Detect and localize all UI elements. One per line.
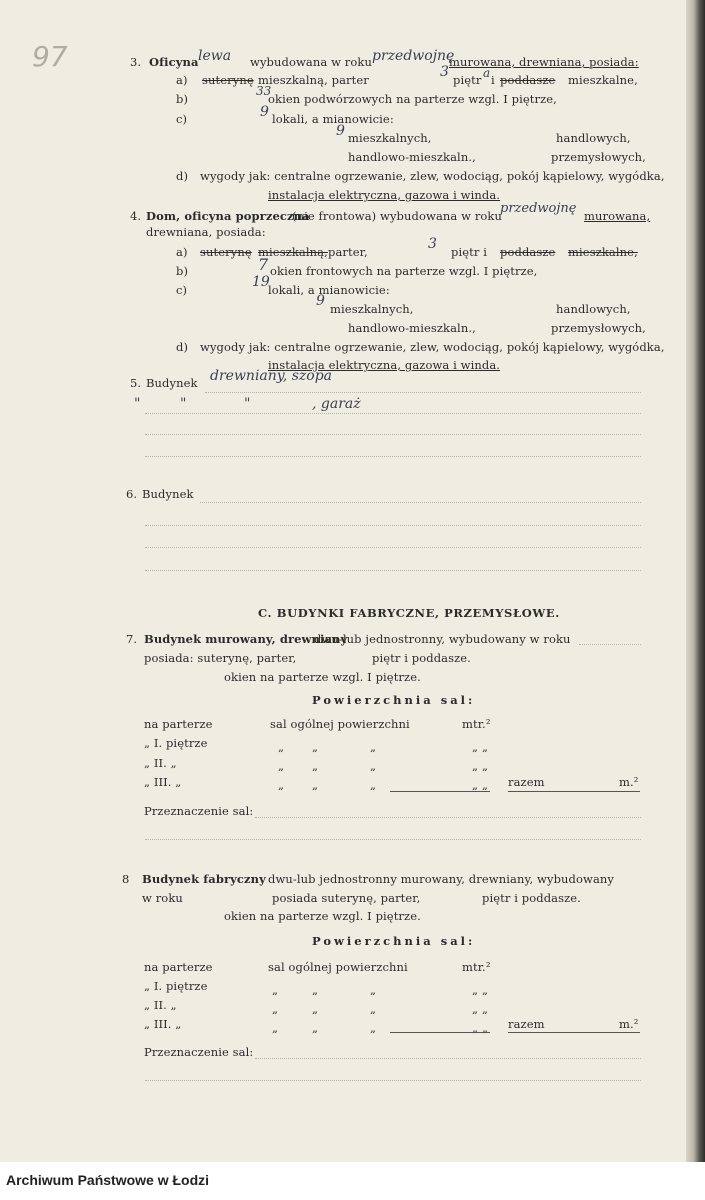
s7-ditto: „ (472, 759, 479, 773)
s8-ditto: „ (312, 1002, 319, 1016)
s3-text-material: murowana, drewniana, posiada: (449, 55, 639, 69)
s4-b-label: b) (176, 264, 189, 278)
s3-c-hw: 9 (260, 104, 269, 120)
s3-c-hw2: 9 (336, 123, 345, 139)
s5-ditto-3: " (244, 396, 251, 412)
s7-ditto: „ (312, 778, 319, 792)
s6-title: Budynek (142, 487, 194, 501)
section-c-heading: C. BUDYNKI FABRYCZNE, PRZEMYSŁOWE. (258, 606, 560, 620)
s7-ditto: „ (278, 759, 285, 773)
s8-purpose: Przeznaczenie sal: (144, 1045, 254, 1059)
s7-col-area: sal ogólnej powierzchni (270, 717, 410, 731)
s5-line-1 (205, 392, 641, 393)
s6-line-4 (145, 570, 641, 571)
s8-total-line (508, 1032, 640, 1033)
s3-a-floor-suffix-hw: a (483, 66, 491, 80)
s6-line-3 (145, 547, 641, 548)
s4-handwritten-year: przedwojnę (500, 201, 577, 216)
s8-ditto: „ (370, 983, 377, 997)
s3-a-residential2: mieszkalne, (568, 73, 638, 87)
s8-area-heading: Powierzchnia sal: (312, 934, 476, 948)
s8-ditto: „ (370, 1021, 377, 1035)
s7-sum-line (390, 791, 490, 792)
s4-a-attic: poddasze (500, 245, 556, 259)
s3-c-label: c) (176, 112, 188, 126)
s7-total-unit: m.² (619, 775, 639, 789)
s3-a-floors-hw: 3 (440, 64, 449, 80)
s5-ditto-2: " (180, 396, 187, 412)
page-edge (686, 0, 705, 1162)
s8-row-ground: na parterze (144, 960, 213, 974)
s8-ditto: „ (312, 983, 319, 997)
s3-title: Oficyna (149, 55, 199, 69)
s7-purpose: Przeznaczenie sal: (144, 804, 254, 818)
s5-handwritten-2: , garaż (312, 396, 361, 412)
s7-ditto: „ (472, 740, 479, 754)
s8-text-2: w roku (142, 891, 183, 905)
s3-c-residential: mieszkalnych, (348, 131, 432, 145)
s6-line-2 (145, 525, 641, 526)
s3-d-amenities2: instalacja elektryczna, gazowa i winda. (268, 188, 501, 202)
s7-ditto: „ (278, 740, 285, 754)
s4-c-commercial: handlowych, (556, 302, 631, 316)
s3-a-basement: suterynę (202, 73, 254, 87)
s4-c-text: lokali, a mianowicie: (268, 283, 390, 297)
s4-a-floors-hw: 3 (428, 236, 437, 252)
s3-b-text: okien podwórzowych na parterze wzgl. I piętrze, (268, 92, 557, 106)
s8-text-4: piętr i poddasze. (482, 891, 581, 905)
s7-ditto: „ (370, 759, 377, 773)
s4-d-label: d) (176, 340, 189, 354)
s6-line-1 (200, 502, 641, 503)
s4-c-hw: 19 (252, 274, 270, 290)
s8-unit: mtr.² (462, 960, 491, 974)
s7-number: 7. (126, 632, 138, 646)
s4-a-ground: parter, (328, 245, 368, 259)
s4-title: Dom, oficyna poprzeczna (146, 209, 310, 223)
s7-ditto: „ (312, 759, 319, 773)
s8-ditto: „ (472, 1021, 479, 1035)
s8-ditto: „ (272, 983, 279, 997)
s7-text-2: posiada: suterynę, parter, (144, 651, 297, 665)
s7-purpose-line-2 (145, 839, 641, 840)
s3-a-and: i (491, 73, 495, 87)
s4-d-amenities2: instalacja elektryczna, gazowa i winda. (268, 358, 501, 372)
s7-row-first: „ I. piętrze (144, 736, 208, 750)
s7-total-line (508, 791, 640, 792)
s7-area-heading: Powierzchnia sal: (312, 693, 476, 707)
s8-ditto: „ (482, 1021, 489, 1035)
s7-ditto: „ (472, 778, 479, 792)
s7-purpose-line-1 (255, 817, 641, 818)
s7-year-line (579, 644, 641, 645)
s3-b-label: b) (176, 92, 189, 106)
s4-number: 4. (130, 209, 142, 223)
s8-total-unit: m.² (619, 1017, 639, 1031)
s7-text-4: okien na parterze wzgl. I piętrze. (224, 670, 421, 684)
s7-ditto: „ (482, 778, 489, 792)
s7-unit: mtr.² (462, 717, 491, 731)
s7-text-1: dwu-lub jednostronny, wybudowany w roku (314, 632, 571, 646)
s3-c-text: lokali, a mianowicie: (272, 112, 394, 126)
s8-total-label: razem (508, 1017, 545, 1031)
s7-title: Budynek murowany, drewniany (144, 632, 348, 646)
s8-ditto: „ (272, 1021, 279, 1035)
s4-d-amenities: wygody jak: centralne ogrzewanie, zlew, wodociąg, pokój kąpielowy, wygódka, (200, 340, 665, 354)
s4-a-residential2: mieszkalne, (568, 245, 638, 259)
s7-text-3: piętr i poddasze. (372, 651, 471, 665)
s8-ditto: „ (482, 1002, 489, 1016)
s7-row-third: „ III. „ (144, 775, 182, 789)
s8-ditto: „ (482, 983, 489, 997)
s4-text-material: murowana, (584, 209, 651, 223)
s5-title: Budynek (146, 376, 198, 390)
s7-ditto: „ (370, 778, 377, 792)
s8-purpose-line-2 (145, 1080, 641, 1081)
s7-row-second: „ II. „ (144, 756, 177, 770)
s3-d-label: d) (176, 169, 189, 183)
s8-text-5: okien na parterze wzgl. I piętrze. (224, 909, 421, 923)
s4-text-material2: drewniana, posiada: (146, 225, 266, 239)
s5-line-3 (145, 434, 641, 435)
s7-ditto: „ (312, 740, 319, 754)
s8-number: 8 (122, 872, 130, 886)
s8-row-third: „ III. „ (144, 1017, 182, 1031)
page-number: 97 (32, 40, 68, 73)
s4-b-text: okien frontowych na parterze wzgl. I piętrze, (270, 264, 538, 278)
s5-handwritten-1: drewniany, szopa (210, 368, 333, 384)
s7-ditto: „ (482, 759, 489, 773)
s3-text-built: wybudowana w roku (250, 55, 373, 69)
s8-text-3: posiada suterynę, parter, (272, 891, 421, 905)
s8-row-second: „ II. „ (144, 998, 177, 1012)
s5-ditto-1: " (134, 396, 141, 412)
s8-ditto: „ (472, 1002, 479, 1016)
s5-line-2 (145, 413, 641, 414)
s4-c-residential: mieszkalnych, (330, 302, 414, 316)
s5-number: 5. (130, 376, 142, 390)
s7-ditto: „ (370, 740, 377, 754)
s5-line-4 (145, 456, 641, 457)
archive-credit: Archiwum Państwowe w Łodzi (6, 1172, 210, 1188)
s3-c-mixed: handlowo-mieszkaln., (348, 150, 476, 164)
s8-title: Budynek fabryczny (142, 872, 266, 886)
s4-c-industrial: przemysłowych, (551, 321, 646, 335)
s8-col-area: sal ogólnej powierzchni (268, 960, 408, 974)
s7-ditto: „ (278, 778, 285, 792)
s8-purpose-line-1 (255, 1058, 641, 1059)
s7-total-label: razem (508, 775, 545, 789)
s8-text-1: dwu-lub jednostronny murowany, drewniany, wybudowany (268, 872, 615, 886)
s8-ditto: „ (472, 983, 479, 997)
s8-row-first: „ I. piętrze (144, 979, 208, 993)
s3-handwritten-year: przedwojnę (372, 48, 455, 64)
s8-ditto: „ (312, 1021, 319, 1035)
s4-text-built: (nie frontowa) wybudowana w roku (292, 209, 503, 223)
s6-number: 6. (126, 487, 138, 501)
s3-c-commercial: handlowych, (556, 131, 631, 145)
s4-b-hw: 7 (258, 255, 269, 274)
s4-a-label: a) (176, 245, 188, 259)
s8-ditto: „ (272, 1002, 279, 1016)
s4-c-mixed: handlowo-mieszkaln., (348, 321, 476, 335)
s4-a-residential: mieszkalną, (258, 245, 328, 259)
s8-ditto: „ (370, 1002, 377, 1016)
s4-c-label: c) (176, 283, 188, 297)
s3-b-hw: 33 (256, 84, 272, 98)
s3-a-attic: poddasze (500, 73, 556, 87)
s3-a-residential: mieszkalną, parter (258, 73, 369, 87)
s4-a-basement: suterynę (200, 245, 252, 259)
s3-a-floor: piętr (453, 73, 482, 87)
s4-a-floor: piętr i (451, 245, 487, 259)
s4-c-hw2: 9 (316, 293, 325, 309)
s7-ditto: „ (482, 740, 489, 754)
s7-row-ground: na parterze (144, 717, 213, 731)
s3-d-amenities: wygody jak: centralne ogrzewanie, zlew, wodociąg, pokój kąpielowy, wygódka, (200, 169, 665, 183)
s8-sum-line (390, 1032, 490, 1033)
s3-number: 3. (130, 55, 142, 69)
s3-c-industrial: przemysłowych, (551, 150, 646, 164)
s3-a-label: a) (176, 73, 188, 87)
s3-handwritten-type: lewa (198, 48, 232, 64)
